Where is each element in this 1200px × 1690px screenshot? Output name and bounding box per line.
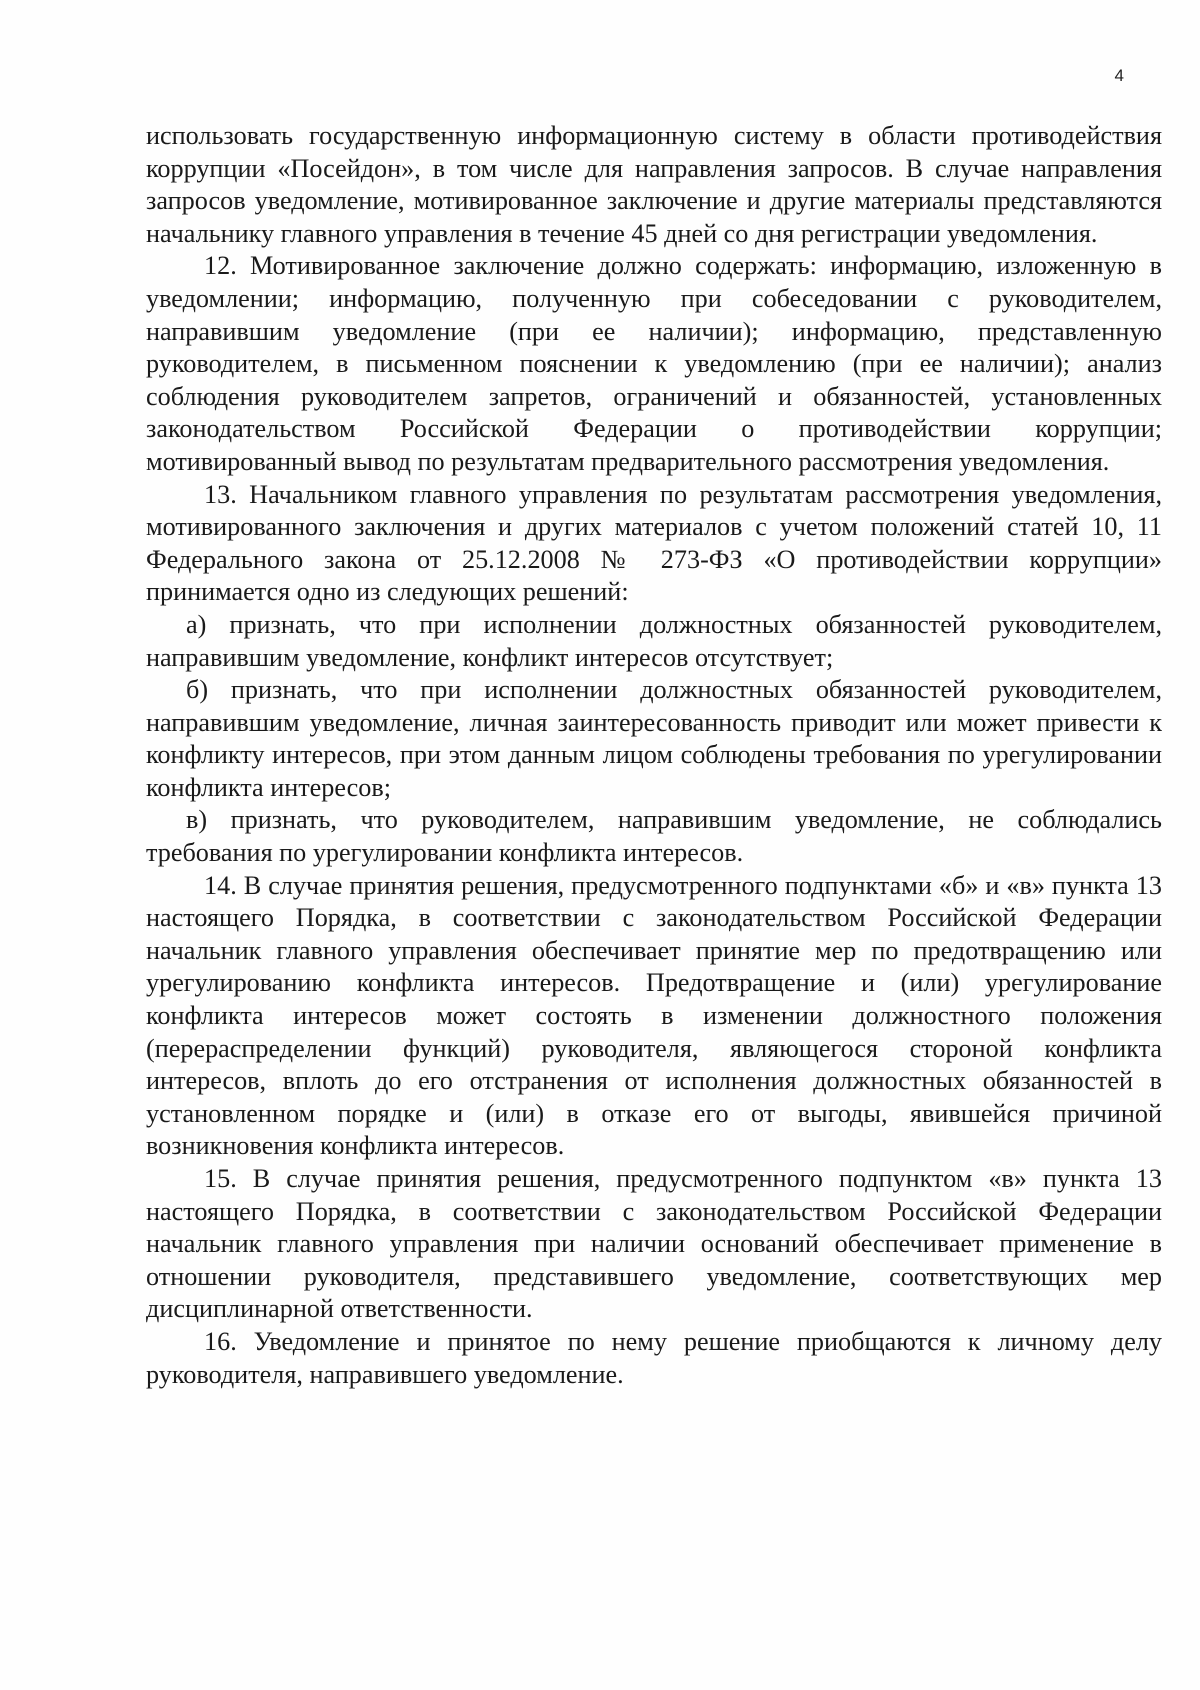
- paragraph-14: 14. В случае принятия решения, предусмотренного подпунктами «б» и «в» пункта 13 настоящего Порядка, в соответствии с законодательством Российской Федерации начальник главного управления обеспечивает принятие мер по предотвращению или урегулированию конфликта интересов. Предотвращение и (или) урегулирование конфликта интересов может состоять в изменении должностного положения (перераспределении функций) руководителя, являющегося стороной конфликта интересов, вплоть до его отстранения от исполнения должностных обязанностей в установленном порядке и (или) в отказе его от выгоды, явившейся причиной возникновения конфликта интересов.: [146, 870, 1162, 1161]
- paragraph-13-a: а) признать, что при исполнении должностных обязанностей руководителем, направившим уведомление, конфликт интересов отсутствует;: [146, 609, 1162, 672]
- paragraph-16: 16. Уведомление и принятое по нему решение приобщаются к личному делу руководителя, направившего уведомление.: [146, 1326, 1162, 1389]
- paragraph-15: 15. В случае принятия решения, предусмотренного подпунктом «в» пункта 13 настоящего Порядка, в соответствии с законодательством Российской Федерации начальник главного управления при наличии оснований обеспечивает применение в отношении руководителя, представившего уведомление, соответствующих мер дисциплинарной ответственности.: [146, 1164, 1162, 1324]
- paragraph-13-v: в) признать, что руководителем, направившим уведомление, не соблюдались требования по урегулировании конфликта интересов.: [146, 805, 1162, 868]
- document-body: [146, 120, 1162, 1391]
- paragraph-13: 13. Начальником главного управления по результатам рассмотрения уведомления, мотивированного заключения и других материалов с учетом положений статей 10, 11 Федерального закона от 25.12.2008 № 273-ФЗ «О противодействии коррупции» принимается одно из следующих решений:: [146, 479, 1162, 607]
- page-number: 4: [1114, 66, 1124, 85]
- paragraph-13-b: б) признать, что при исполнении должностных обязанностей руководителем, направившим уведомление, личная заинтересованность приводит или может привести к конфликту интересов, при этом данным лицом соблюдены требования по урегулировании конфликта интересов;: [146, 675, 1162, 802]
- paragraph-11-continuation: использовать государственную информационную систему в области противодействия коррупции «Посейдон», в том числе для направления запросов. В случае направления запросов уведомление, мотивированное заключение и другие материалы представляются начальнику главного управления в течение 45 дней со дня регистрации уведомления.: [146, 121, 1162, 248]
- paragraph-12: 12. Мотивированное заключение должно содержать: информацию, изложенную в уведомлении; информацию, полученную при собеседовании с руководителем, направившим уведомление (при ее наличии); информацию, представленную руководителем, в письменном пояснении к уведомлению (при ее наличии); анализ соблюдения руководителем запретов, ограничений и обязанностей, установленных законодательством Российской Федерации о противодействии коррупции; мотивированный вывод по результатам предварительного рассмотрения уведомления.: [146, 251, 1162, 476]
